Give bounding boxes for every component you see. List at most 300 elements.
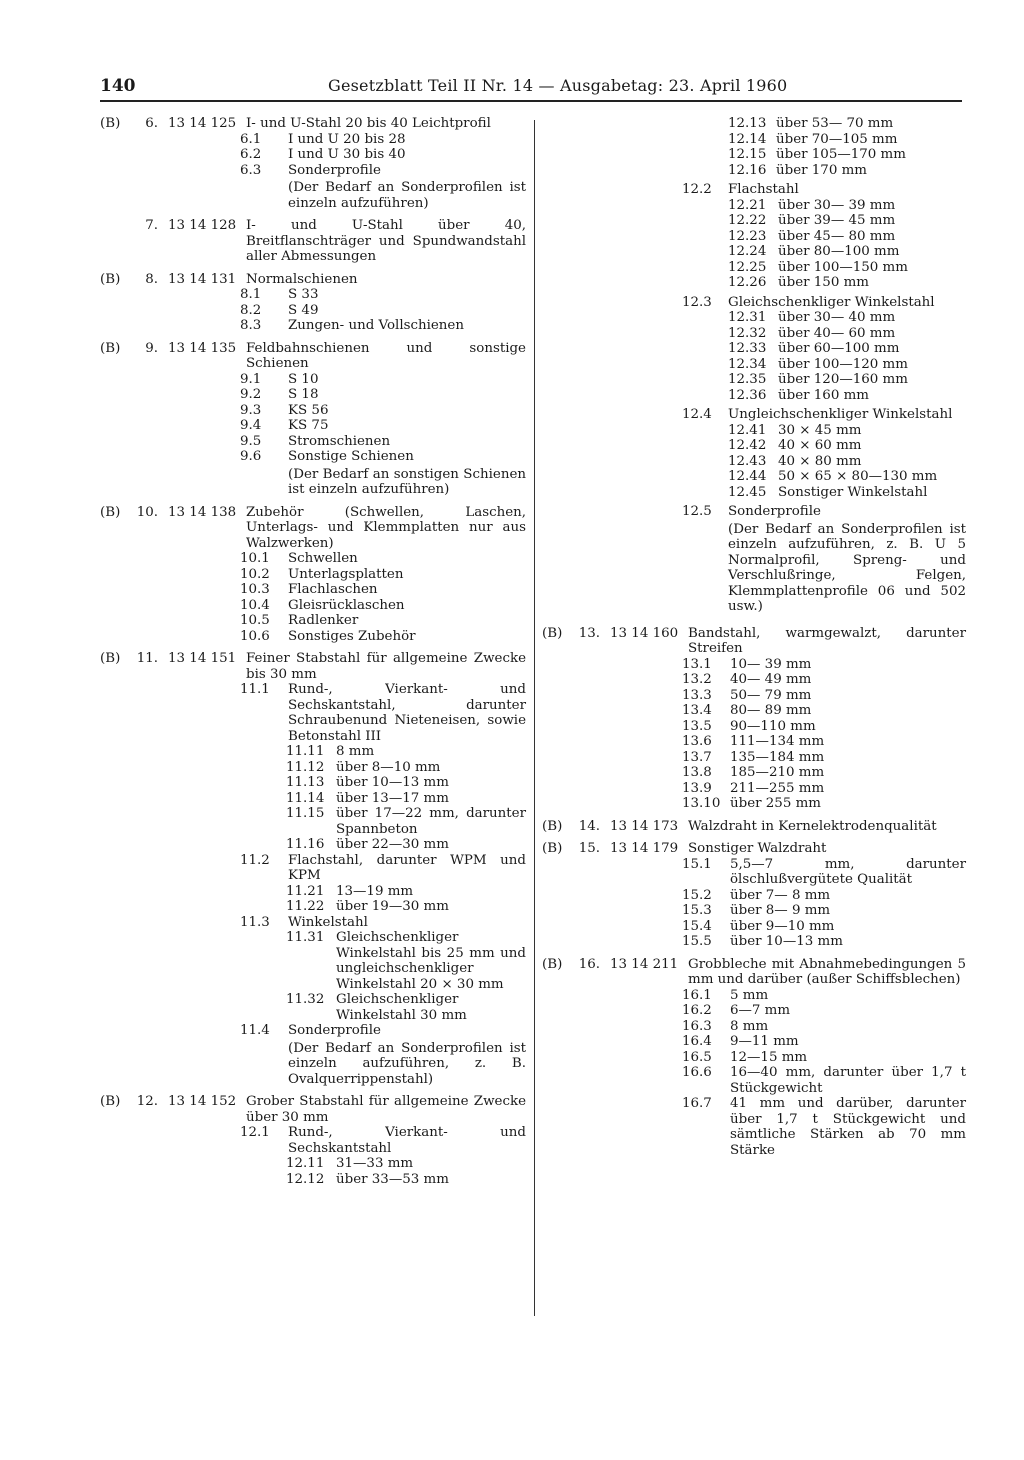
entry-code: 13 14 160 <box>610 625 679 641</box>
sub-number: 10.2 <box>240 566 270 582</box>
sub-item <box>682 781 966 797</box>
sub-item <box>240 418 526 434</box>
sub-label: KS 75 <box>288 418 329 433</box>
sub-item <box>240 387 526 403</box>
entry-label: I- und U-Stahl 20 bis 40 Leichtprofil <box>246 116 491 131</box>
sub-number: 12.4 <box>682 407 712 422</box>
sub-label: 41 mm und darüber, darunter über 1,7 t Stückgewicht und sämtliche Stärken ab 70 mm Stärke <box>730 1096 966 1158</box>
sub-number: 10.4 <box>240 597 270 613</box>
sub-label: über 100—150 mm <box>778 259 908 275</box>
sub-number: 13.3 <box>682 687 712 703</box>
sub-item <box>286 775 526 791</box>
sub-item <box>286 837 526 853</box>
entry-code: 13 14 135 <box>168 340 237 356</box>
sub-number: 10.6 <box>240 628 270 644</box>
sub-item <box>286 791 526 807</box>
entry-row <box>542 626 966 657</box>
sub-number: 15.3 <box>682 903 712 918</box>
sub-label: über 100—120 mm <box>778 356 908 372</box>
sub-label: Gleisrücklaschen <box>288 597 405 613</box>
sub-number: 12.36 <box>728 387 767 403</box>
entry-row <box>100 651 526 682</box>
sub-item <box>682 888 966 904</box>
sub-label: über 170 mm <box>776 162 867 178</box>
sub-item <box>682 295 966 311</box>
entry-mark: (B) <box>100 340 121 356</box>
sub-number: 12.21 <box>728 197 767 213</box>
entry-label: Sonstiger Walzdraht <box>688 841 827 856</box>
sub-item <box>728 326 966 342</box>
sub-item <box>286 930 526 992</box>
entry-mark: (B) <box>542 956 563 972</box>
sub-item <box>728 423 966 439</box>
sub-label: über 8—10 mm <box>336 759 441 775</box>
sub-number: 12.23 <box>728 228 767 244</box>
sub-label: über 60—100 mm <box>778 341 900 356</box>
sub-label: 80— 89 mm <box>730 703 812 718</box>
sub-label: Sonderprofile <box>288 162 381 178</box>
sub-number: 11.3 <box>240 914 270 930</box>
sub-number: 13.10 <box>682 796 721 811</box>
sub-number: 11.11 <box>286 744 325 759</box>
entry-label: Walzdraht in Kernelektrodenqualität <box>688 818 937 834</box>
entry-code: 13 14 152 <box>168 1094 237 1109</box>
sub-label: über 9—10 mm <box>730 918 835 934</box>
entry-spacer <box>542 619 966 626</box>
sub-number: 10.5 <box>240 613 270 628</box>
entry-code: 13 14 211 <box>610 956 679 972</box>
sub-number: 9.6 <box>240 449 262 464</box>
entry-spacer <box>542 812 966 819</box>
sub-number: 16.6 <box>682 1065 712 1080</box>
sub-number: 16.3 <box>682 1018 712 1034</box>
sub-number: 11.2 <box>240 852 270 868</box>
sub-label: über 53— 70 mm <box>776 116 894 131</box>
sub-item <box>728 260 966 276</box>
sub-item <box>682 182 966 198</box>
sub-label: 6—7 mm <box>730 1003 791 1018</box>
sub-label: über 160 mm <box>778 387 869 403</box>
entry-mark: (B) <box>542 841 563 856</box>
sub-item <box>240 582 526 598</box>
sub-label: über 30— 39 mm <box>778 197 896 213</box>
entry-row <box>100 341 526 372</box>
sub-label: 50— 79 mm <box>730 687 812 703</box>
sub-label: über 30— 40 mm <box>778 310 896 325</box>
sub-number: 15.2 <box>682 887 712 903</box>
sub-item <box>682 1034 966 1050</box>
sub-note: (Der Bedarf an sonstigen Schienen ist einzeln aufzuführen) <box>288 466 526 497</box>
sub-label: über 80—100 mm <box>778 244 900 259</box>
entry-number: 9. <box>145 340 158 356</box>
sub-item <box>682 750 966 766</box>
sub-number: 13.6 <box>682 734 712 749</box>
sub-item <box>240 403 526 419</box>
sub-label: I und U 20 bis 28 <box>288 131 406 147</box>
sub-item <box>682 504 966 520</box>
sub-item <box>682 988 966 1004</box>
sub-label: über 120—160 mm <box>778 372 908 387</box>
sub-label: 135—184 mm <box>730 749 825 765</box>
sub-label: Rund-, Vierkant- und Sechskantstahl, darunter Schraubenund Nieteneisen, sowie Betonstahl III <box>288 682 526 744</box>
sub-number: 9.3 <box>240 402 262 418</box>
sub-label: Zungen- und Vollschienen <box>288 318 464 333</box>
sub-number: 8.1 <box>240 287 262 302</box>
sub-number: 11.15 <box>286 806 325 821</box>
entry-label: Grobbleche mit Abnahmebedingungen 5 mm und darüber (außer Schiffsblechen) <box>688 956 966 987</box>
sub-label: über 39— 45 mm <box>778 213 896 228</box>
sub-label: 10— 39 mm <box>730 656 812 672</box>
sub-number: 12.35 <box>728 372 767 387</box>
sub-number: 12.2 <box>682 182 712 197</box>
sub-label: über 45— 80 mm <box>778 228 896 244</box>
sub-item <box>728 147 966 163</box>
sub-label: Sonstiger Winkelstahl <box>778 484 928 500</box>
entry-mark: (B) <box>100 1094 121 1109</box>
sub-item <box>240 1023 526 1039</box>
sub-label: Sonstige Schienen <box>288 449 414 464</box>
sub-number: 13.7 <box>682 749 712 765</box>
sub-label: 5,5—7 mm, darunter ölschlußvergütete Qualität <box>730 856 966 887</box>
sub-number: 11.22 <box>286 899 325 914</box>
page-number: 140 <box>100 76 136 96</box>
sub-label: 50 × 65 × 80—130 mm <box>778 469 938 484</box>
entry-number: 8. <box>145 271 158 287</box>
sub-item <box>240 303 526 319</box>
sub-item <box>728 198 966 214</box>
sub-number: 11.21 <box>286 883 325 899</box>
sub-number: 16.1 <box>682 987 712 1003</box>
sub-number: 12.14 <box>728 131 767 147</box>
sub-note: (Der Bedarf an Sonderprofilen ist einzeln aufzuführen, z. B. U 5 Normalprofil, Spreng- und Verschlußringe, Felgen, Klemmplattenprofile 06 und 502 usw.) <box>728 521 966 614</box>
entry-label: Feiner Stabstahl für allgemeine Zwecke bis 30 mm <box>246 651 526 682</box>
page-header <box>100 72 962 102</box>
sub-item <box>728 357 966 373</box>
sub-label: Sonstiges Zubehör <box>288 628 416 644</box>
sub-number: 9.5 <box>240 433 262 449</box>
sub-label: 185—210 mm <box>730 765 825 780</box>
entry-spacer <box>100 1087 526 1094</box>
sub-number: 15.4 <box>682 918 712 934</box>
sub-number: 16.2 <box>682 1003 712 1018</box>
sub-label: 31—33 mm <box>336 1156 414 1171</box>
sub-item <box>240 163 526 179</box>
sub-label: Gleichschenkliger Winkelstahl bis 25 mm und ungleichschenkliger Winkelstahl 20 × 30 mm <box>336 930 526 992</box>
entry-code: 13 14 138 <box>168 504 237 520</box>
sub-number: 13.2 <box>682 672 712 687</box>
sub-label: über 22—30 mm <box>336 837 449 852</box>
sub-item <box>728 275 966 291</box>
entry-number: 15. <box>578 841 600 856</box>
entry-row <box>542 819 966 835</box>
sub-item <box>240 287 526 303</box>
sub-number: 13.8 <box>682 765 712 780</box>
sub-item <box>682 719 966 735</box>
sub-label: 40 × 80 mm <box>778 453 862 469</box>
entry-mark: (B) <box>100 504 121 520</box>
sub-number: 13.9 <box>682 780 712 796</box>
entry-number: 11. <box>136 651 158 666</box>
sub-number: 12.11 <box>286 1156 325 1171</box>
entry-mark: (B) <box>542 625 563 641</box>
entry-label: Zubehör (Schwellen, Laschen, Unterlags- und Klemmplatten nur aus Walzwerken) <box>246 504 526 551</box>
sub-label: 90—110 mm <box>730 718 816 734</box>
entry-row <box>100 116 526 132</box>
entry-number: 6. <box>145 116 158 131</box>
sub-number: 10.1 <box>240 551 270 566</box>
sub-label: über 105—170 mm <box>776 147 906 162</box>
entry-spacer <box>100 334 526 341</box>
entry-mark: (B) <box>100 651 121 666</box>
sub-label: über 255 mm <box>730 796 821 811</box>
sub-item <box>286 899 526 915</box>
sub-item <box>728 469 966 485</box>
sub-label: 16—40 mm, darunter über 1,7 t Stückgewicht <box>730 1065 966 1096</box>
sub-number: 12.22 <box>728 213 767 228</box>
sub-label: 8 mm <box>730 1018 769 1034</box>
entry-code: 13 14 173 <box>610 818 679 834</box>
entry-row <box>542 841 966 857</box>
sub-item <box>240 434 526 450</box>
sub-number: 12.32 <box>728 325 767 341</box>
sub-label: Winkelstahl <box>288 914 368 930</box>
sub-number: 8.3 <box>240 318 262 333</box>
entry-number: 10. <box>136 504 158 520</box>
entry-row <box>100 505 526 552</box>
entry-mark: (B) <box>542 818 563 834</box>
sub-item <box>286 1172 526 1188</box>
entry-number: 12. <box>136 1094 158 1109</box>
sub-label: Rund-, Vierkant- und Sechskantstahl <box>288 1125 526 1156</box>
entry-number: 7. <box>145 218 158 233</box>
sub-item <box>682 734 966 750</box>
sub-item <box>240 449 526 465</box>
sub-item <box>240 147 526 163</box>
entry-code: 13 14 179 <box>610 841 679 856</box>
sub-number: 12.12 <box>286 1171 325 1187</box>
sub-label: über 33—53 mm <box>336 1171 449 1187</box>
entry-row <box>100 218 526 265</box>
sub-item <box>682 796 966 812</box>
sub-number: 12.25 <box>728 259 767 275</box>
sub-item <box>728 244 966 260</box>
sub-item <box>682 1065 966 1096</box>
sub-item <box>728 116 966 132</box>
sub-number: 6.2 <box>240 147 262 162</box>
sub-item <box>286 760 526 776</box>
entry-number: 13. <box>578 625 600 641</box>
sub-number: 12.15 <box>728 147 767 162</box>
sub-label: über 150 mm <box>778 275 869 290</box>
sub-number: 15.1 <box>682 856 712 872</box>
entry-spacer <box>100 498 526 505</box>
entry-number: 16. <box>578 956 600 972</box>
sub-item <box>240 629 526 645</box>
left-column <box>100 116 526 1194</box>
sub-number: 11.32 <box>286 992 325 1007</box>
sub-number: 9.1 <box>240 371 262 387</box>
sub-item <box>240 1125 526 1156</box>
gazette-title: Gesetzblatt Teil II Nr. 14 — Ausgabetag: 23. April 1960 <box>328 76 788 95</box>
sub-item <box>728 388 966 404</box>
sub-label: 13—19 mm <box>336 883 414 899</box>
sub-item <box>682 657 966 673</box>
entry-spacer <box>542 950 966 957</box>
sub-item <box>240 613 526 629</box>
sub-item <box>728 454 966 470</box>
sub-number: 6.1 <box>240 131 262 147</box>
sub-item <box>682 1096 966 1158</box>
column-divider <box>534 120 535 1316</box>
sub-number: 11.12 <box>286 759 325 775</box>
sub-number: 11.1 <box>240 682 270 697</box>
sub-label: Flachlaschen <box>288 582 378 597</box>
sub-label: 12—15 mm <box>730 1049 808 1065</box>
sub-label: über 17—22 mm, darunter Spannbeton <box>336 806 526 837</box>
sub-item <box>286 1156 526 1172</box>
sub-item <box>286 992 526 1023</box>
sub-item <box>286 744 526 760</box>
sub-label: 111—134 mm <box>730 734 825 749</box>
sub-number: 11.4 <box>240 1023 270 1038</box>
sub-label: S 49 <box>288 302 319 318</box>
sub-label: Unterlagsplatten <box>288 566 404 582</box>
sub-number: 13.5 <box>682 718 712 734</box>
sub-number: 12.45 <box>728 484 767 500</box>
sub-item <box>728 438 966 454</box>
entry-row <box>542 957 966 988</box>
entry-number: 14. <box>578 818 600 834</box>
sub-item <box>682 934 966 950</box>
sub-number: 16.4 <box>682 1034 712 1049</box>
sub-number: 12.24 <box>728 244 767 259</box>
sub-item <box>286 806 526 837</box>
sub-item <box>728 132 966 148</box>
sub-label: über 40— 60 mm <box>778 325 896 341</box>
sub-label: S 33 <box>288 287 319 302</box>
sub-number: 16.5 <box>682 1049 712 1065</box>
sub-number: 12.3 <box>682 294 712 310</box>
sub-item <box>240 567 526 583</box>
sub-label: Flachstahl <box>728 182 799 197</box>
sub-label: über 19—30 mm <box>336 899 449 914</box>
sub-label: 30 × 45 mm <box>778 422 862 438</box>
sub-number: 12.34 <box>728 356 767 372</box>
sub-number: 12.33 <box>728 341 767 356</box>
sub-number: 10.3 <box>240 582 270 597</box>
sub-number: 12.26 <box>728 275 767 290</box>
sub-item <box>682 407 966 423</box>
sub-label: Sonderprofile <box>288 1023 381 1038</box>
sub-label: 40— 49 mm <box>730 672 812 687</box>
sub-item <box>682 1003 966 1019</box>
entry-mark: (B) <box>100 271 121 287</box>
sub-item <box>682 857 966 888</box>
sub-number: 9.2 <box>240 387 262 402</box>
sub-label: Gleichschenkliger Winkelstahl <box>728 294 935 310</box>
entry-spacer <box>542 1158 966 1165</box>
sub-note: (Der Bedarf an Sonderprofilen ist einzeln aufzuführen) <box>288 180 526 211</box>
sub-label: über 13—17 mm <box>336 790 449 806</box>
sub-item <box>728 372 966 388</box>
sub-label: KS 56 <box>288 402 329 418</box>
sub-item <box>240 551 526 567</box>
entry-spacer <box>100 644 526 651</box>
sub-label: 211—255 mm <box>730 780 825 796</box>
sub-item <box>286 884 526 900</box>
sub-number: 12.13 <box>728 116 767 131</box>
entry-label: Grober Stabstahl für allgemeine Zwecke über 30 mm <box>246 1094 526 1125</box>
sub-item <box>682 688 966 704</box>
sub-number: 13.4 <box>682 703 712 718</box>
entry-spacer <box>542 834 966 841</box>
sub-label: Ungleichschenkliger Winkelstahl <box>728 407 953 422</box>
sub-label: S 10 <box>288 371 319 387</box>
sub-label: 40 × 60 mm <box>778 438 862 453</box>
entry-label: Bandstahl, warmgewalzt, darunter Streifen <box>688 625 966 656</box>
entry-spacer <box>100 1187 526 1194</box>
sub-label: über 10—13 mm <box>730 934 843 949</box>
sub-number: 11.31 <box>286 930 325 945</box>
entry-row <box>100 272 526 288</box>
sub-item <box>240 132 526 148</box>
entry-label: I- und U-Stahl über 40, Breitflanschträger und Spundwandstahl aller Abmessungen <box>246 218 526 264</box>
sub-item <box>728 213 966 229</box>
sub-number: 12.31 <box>728 310 767 325</box>
sub-number: 11.14 <box>286 790 325 806</box>
sub-label: Sonderprofile <box>728 504 821 519</box>
sub-label: Radlenker <box>288 613 359 628</box>
sub-label: über 70—105 mm <box>776 131 898 147</box>
sub-label: 8 mm <box>336 744 375 759</box>
entry-code: 13 14 125 <box>168 116 237 131</box>
sub-label: Flachstahl, darunter WPM und KPM <box>288 852 526 883</box>
sub-item <box>728 341 966 357</box>
sub-number: 15.5 <box>682 934 712 949</box>
sub-number: 12.5 <box>682 504 712 519</box>
sub-number: 12.42 <box>728 438 767 453</box>
sub-item <box>240 853 526 884</box>
sub-label: I und U 30 bis 40 <box>288 147 406 162</box>
sub-label: Gleichschenkliger Winkelstahl 30 mm <box>336 992 467 1023</box>
sub-item <box>728 310 966 326</box>
sub-number: 9.4 <box>240 418 262 433</box>
sub-item <box>240 682 526 744</box>
sub-number: 12.44 <box>728 469 767 484</box>
sub-label: 9—11 mm <box>730 1034 799 1049</box>
sub-item <box>240 915 526 931</box>
sub-item <box>728 163 966 179</box>
sub-item <box>682 1019 966 1035</box>
sub-label: Stromschienen <box>288 433 391 449</box>
sub-label: über 8— 9 mm <box>730 903 831 918</box>
sub-number: 12.16 <box>728 162 767 178</box>
sub-number: 8.2 <box>240 302 262 318</box>
sub-item <box>682 919 966 935</box>
sub-number: 12.43 <box>728 453 767 469</box>
sub-item <box>682 703 966 719</box>
sub-item <box>240 598 526 614</box>
sub-number: 12.41 <box>728 422 767 438</box>
entry-code: 13 14 151 <box>168 651 237 666</box>
sub-label: 5 mm <box>730 987 769 1003</box>
entry-code: 13 14 131 <box>168 271 237 287</box>
sub-item <box>682 765 966 781</box>
entry-spacer <box>100 211 526 218</box>
sub-number: 6.3 <box>240 162 262 178</box>
entry-code: 13 14 128 <box>168 218 237 233</box>
entry-spacer <box>100 265 526 272</box>
